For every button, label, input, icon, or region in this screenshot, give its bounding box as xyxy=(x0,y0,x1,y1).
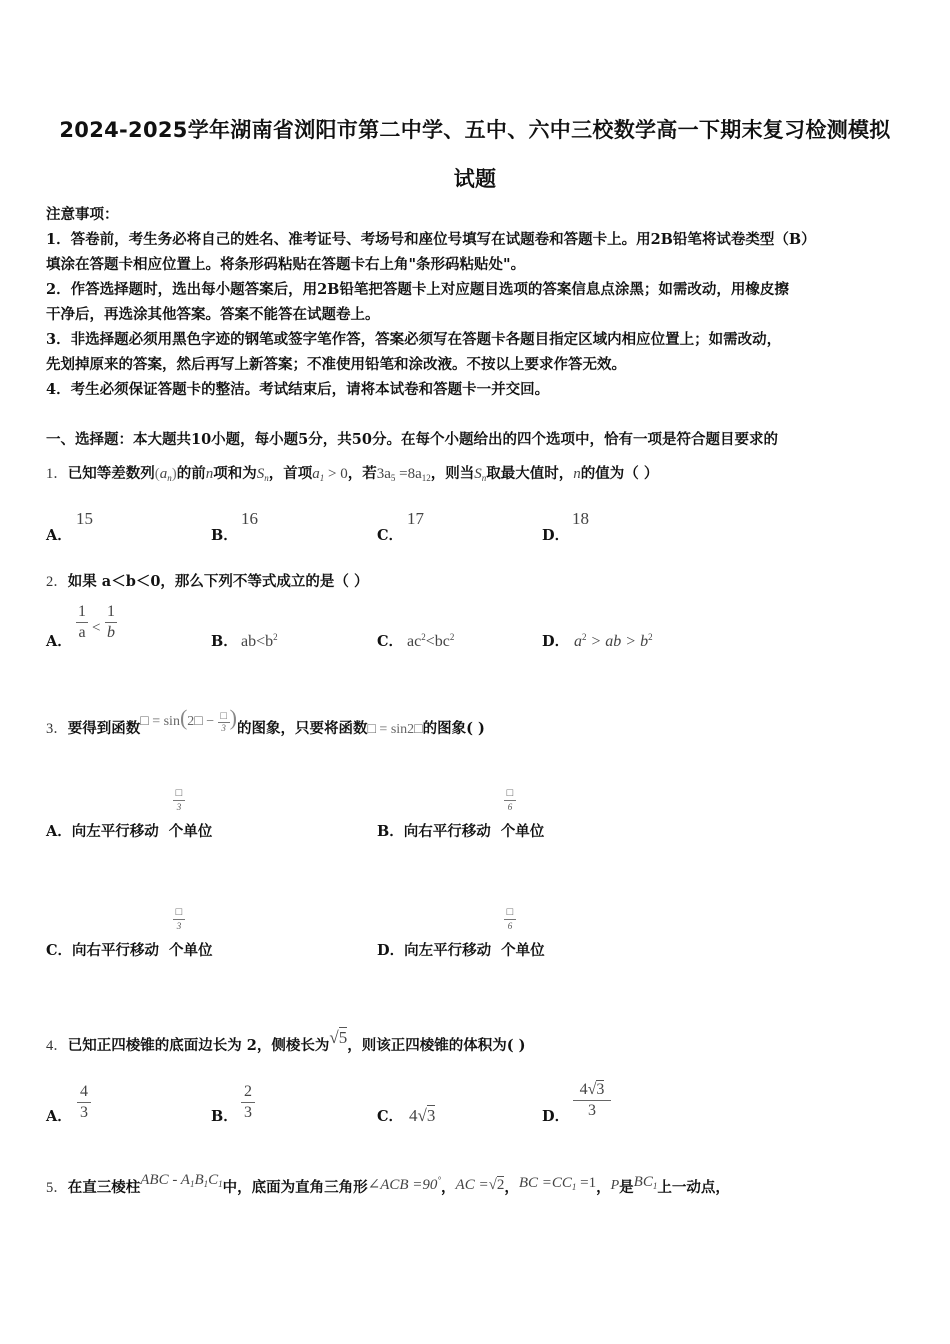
q3-option-c[interactable]: C．向右平行移动 个单位 xyxy=(46,942,213,959)
q4-option-c[interactable]: C． 4√3 xyxy=(377,1106,436,1125)
q1-option-c-value: 17 xyxy=(407,509,424,528)
q4-b-fraction: 2 3 xyxy=(241,1083,255,1122)
q4-a-fraction: 4 3 xyxy=(77,1083,91,1122)
notice-item-2a: 2．作答选择题时，选出每小题答案后，用2B铅笔把答题卡上对应题目选项的答案信息点涂黑；如需改动，用橡皮擦 xyxy=(46,281,789,298)
q3-option-d[interactable]: D．向左平行移动 个单位 xyxy=(377,942,545,959)
q1-option-d-value: 18 xyxy=(572,509,589,528)
q2-a-fraction-right: 1 b xyxy=(107,603,115,641)
notice-item-1b: 填涂在答题卡相应位置上。将条形码粘贴在答题卡右上角"条形码粘贴处"。 xyxy=(46,256,526,273)
question-5: 5．在直三棱柱ABC - $A_1B_1C_1$中，底面为直角三角形∠ACB =90°，AC =√2，BC $=CC_1 =1$，P是$BC_1$上一动点， xyxy=(46,1172,730,1196)
notice-heading: 注意事项： xyxy=(46,206,119,223)
notice-item-3b: 先划掉原来的答案，然后再写上新答案；不准使用铅笔和涂改液。不按以上要求作答无效。 xyxy=(46,356,626,373)
q3-c-shift-fraction: □ 3 xyxy=(173,907,185,931)
q4-option-b[interactable]: B． xyxy=(211,1108,238,1125)
q1-option-d[interactable]: D． xyxy=(542,527,570,544)
q1-option-c[interactable]: C． xyxy=(377,527,404,544)
q3-option-b[interactable]: B．向右平行移动 个单位 xyxy=(377,823,545,840)
question-number: 1． xyxy=(46,466,68,482)
notice-item-1a: 1．答卷前，考生务必将自己的姓名、准考证号、考场号和座位号填写在试题卷和答题卡上。用2B铅笔将试卷类型（B） xyxy=(46,231,816,248)
q2-a-relation: < xyxy=(92,620,101,636)
notice-item-3a: 3．非选择题必须用黑色字迹的钢笔或签字笔作答，答案必须写在答题卡各题目指定区域内相应位置上；如需改动， xyxy=(46,331,782,348)
question-2: 2．如果 a＜b＜0，那么下列不等式成立的是（ ） xyxy=(46,573,369,590)
section-choice-heading: 一、选择题：本大题共10小题，每小题5分，共50分。在每个小题给出的四个选项中，恰有一项是符合题目要求的 xyxy=(46,431,778,448)
exam-title-line1: 2024-2025学年湖南省浏阳市第二中学、五中、六中三校数学高一下期末复习检测模拟 xyxy=(59,118,891,142)
q2-option-d[interactable]: D． $a^2$ > ab > $b^2$ xyxy=(542,632,653,650)
q2-a-fraction-left: 1 a xyxy=(78,603,86,641)
question-3: 3．要得到函数□ = sin(2□ − □ 3 )的图象，只要将函数□ = sin2□的图象( ) xyxy=(46,705,485,737)
notice-item-2b: 干净后，再选涂其他答案。答案不能答在试题卷上。 xyxy=(46,306,380,323)
q1-option-b[interactable]: B． xyxy=(211,527,238,544)
q1-option-b-value: 16 xyxy=(241,509,258,528)
question-1: 1．已知等差数列$(a_n)$的前n项和为$S_n$，首项$a_1 > 0$，若$3a_5 =8a_{12}$，则当$S_n$取最大值时，n的值为（ ） xyxy=(46,465,659,483)
q3-d-shift-fraction: □ 6 xyxy=(504,907,516,931)
exam-title-line2: 试题 xyxy=(453,167,497,191)
q3-a-shift-fraction: □ 3 xyxy=(173,788,185,812)
q4-option-d[interactable]: D． xyxy=(542,1108,570,1125)
q3-option-a[interactable]: A．向左平行移动 个单位 xyxy=(46,823,213,840)
q4-option-a[interactable]: A． xyxy=(46,1108,72,1125)
q2-option-c[interactable]: C． $ac^2<bc^2$ xyxy=(377,632,455,650)
q1-option-a-value: 15 xyxy=(76,509,93,528)
notice-item-4: 4．考生必须保证答题卡的整洁。考试结束后，请将本试卷和答题卡一并交回。 xyxy=(46,381,550,398)
q1-option-a[interactable]: A． xyxy=(46,527,72,544)
q3-b-shift-fraction: □ 6 xyxy=(504,788,516,812)
q2-option-a[interactable]: A． xyxy=(46,633,72,650)
q4-d-fraction: 4√3 3 xyxy=(573,1081,611,1120)
q2-option-b[interactable]: B． $ab<b^2$ xyxy=(211,632,278,650)
question-4: 4．已知正四棱锥的底面边长为 2，侧棱长为√5，则该正四棱锥的体积为( ) xyxy=(46,1028,526,1054)
